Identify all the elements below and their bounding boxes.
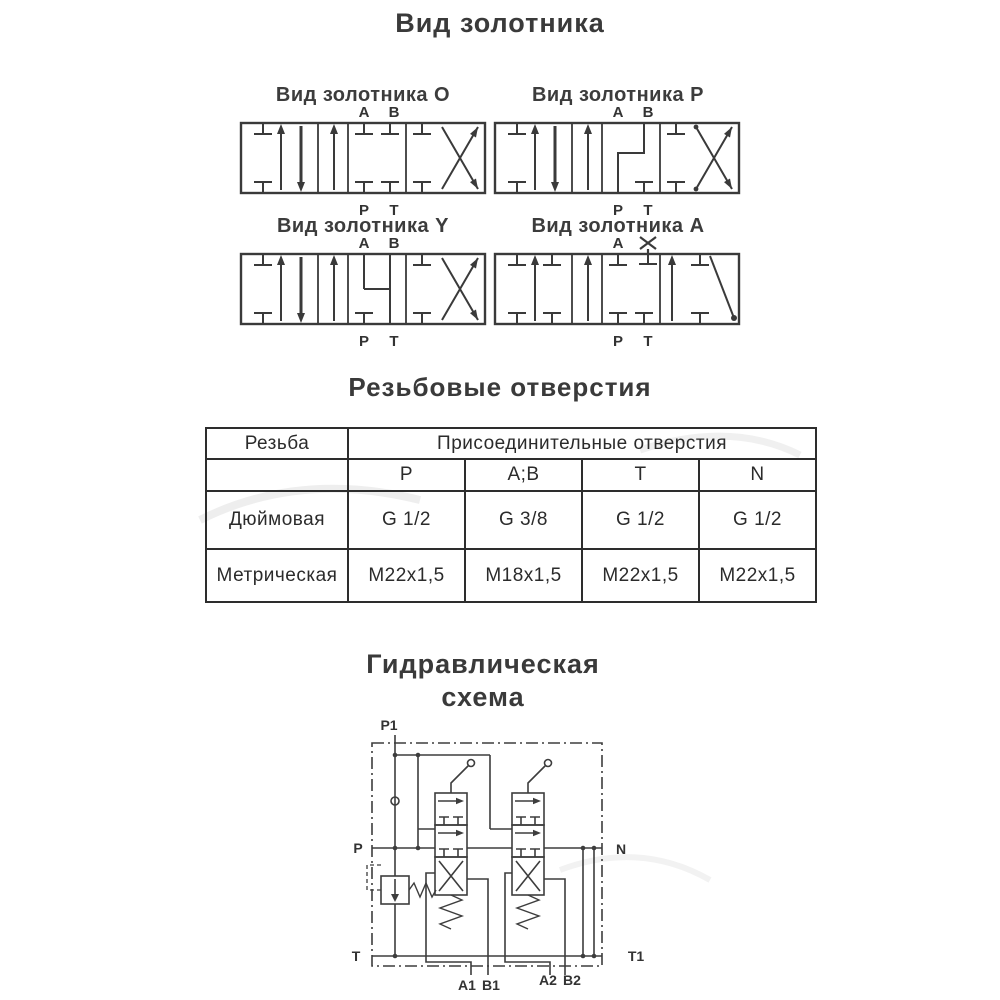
schema-port-a2: A2 — [539, 972, 557, 988]
schema-title-line1: Гидравлическая — [366, 649, 600, 679]
col-t-header: T — [582, 459, 699, 491]
spool-o-port-b-label: B — [388, 104, 400, 121]
table-title: Резьбовые отверстия — [348, 372, 652, 402]
relief-spring-icon — [409, 883, 436, 897]
hydraulic-schematic — [345, 713, 665, 1000]
spool-y-title: Вид золотника Y — [276, 215, 449, 237]
spool-p-port-b-label: B — [642, 104, 654, 121]
schema-port-b1: B1 — [482, 977, 500, 993]
schema-port-b2: B2 — [563, 972, 581, 988]
schema-title-line2: схема — [441, 682, 525, 712]
spool-y-port-t-label: T — [389, 333, 399, 350]
spool-a-diagram — [492, 234, 742, 352]
schema-port-p1: P1 — [380, 717, 398, 733]
metric-p-value: M22x1,5 — [348, 549, 465, 602]
spool-p-port-t-label: T — [643, 202, 653, 219]
schema-title — [343, 648, 623, 714]
inch-t-value: G 1/2 — [582, 491, 699, 549]
valve-section-2 — [505, 760, 565, 976]
table-row — [206, 549, 816, 602]
table-row — [206, 491, 816, 549]
spool-a-port-t-label: T — [643, 333, 653, 350]
spool-o-port-p-label: P — [358, 202, 370, 219]
inch-row-label: Дюймовая — [206, 491, 348, 549]
inch-n-value: G 1/2 — [699, 491, 816, 549]
spool-y-port-b-label: B — [388, 235, 400, 252]
valve-block-boundary — [372, 743, 602, 966]
table-row — [206, 428, 816, 459]
spool-a-port-p-label: P — [612, 333, 624, 350]
thread-header-cell: Резьба — [206, 428, 348, 459]
metric-t-value: M22x1,5 — [582, 549, 699, 602]
col-n-header: N — [699, 459, 816, 491]
spool-a-title: Вид золотника A — [531, 215, 705, 237]
empty-cell — [206, 459, 348, 491]
spool-y-diagram — [238, 234, 488, 352]
schema-port-p: P — [353, 840, 363, 856]
spool-o-diagram — [238, 103, 488, 221]
group-header-cell: Присоединительные отверстия — [348, 428, 816, 459]
spool-o-title: Вид золотника O — [275, 84, 451, 106]
schema-port-t: T — [351, 948, 361, 964]
spring-icon — [440, 895, 462, 929]
inch-p-value: G 1/2 — [348, 491, 465, 549]
col-p-header: P — [348, 459, 465, 491]
schema-port-n: N — [615, 841, 627, 857]
schema-port-a1: A1 — [458, 977, 476, 993]
col-ab-header: A;B — [465, 459, 582, 491]
spool-p-diagram — [492, 103, 742, 221]
spring-icon — [517, 895, 539, 929]
table-row — [206, 459, 816, 491]
spool-y-port-p-label: P — [358, 333, 370, 350]
plugged-port-b-icon — [640, 237, 656, 254]
spool-p-port-p-label: P — [612, 202, 624, 219]
lever-icon — [451, 765, 469, 793]
valve-section-1 — [426, 760, 488, 976]
metric-row-label: Метрическая — [206, 549, 348, 602]
spool-y-port-a-label: A — [358, 235, 370, 252]
metric-n-value: M22x1,5 — [699, 549, 816, 602]
metric-ab-value: M18x1,5 — [465, 549, 582, 602]
spool-a-port-a-label: A — [612, 235, 624, 252]
schema-port-t1: T1 — [627, 948, 645, 964]
threaded-holes-table — [205, 427, 817, 603]
spool-o-port-t-label: T — [389, 202, 399, 219]
spool-o-port-a-label: A — [358, 104, 370, 121]
spool-p-port-a-label: A — [612, 104, 624, 121]
inch-ab-value: G 3/8 — [465, 491, 582, 549]
lever-icon — [528, 765, 546, 793]
page-title: Вид золотника — [395, 8, 605, 38]
spool-p-title: Вид золотника P — [531, 84, 704, 106]
